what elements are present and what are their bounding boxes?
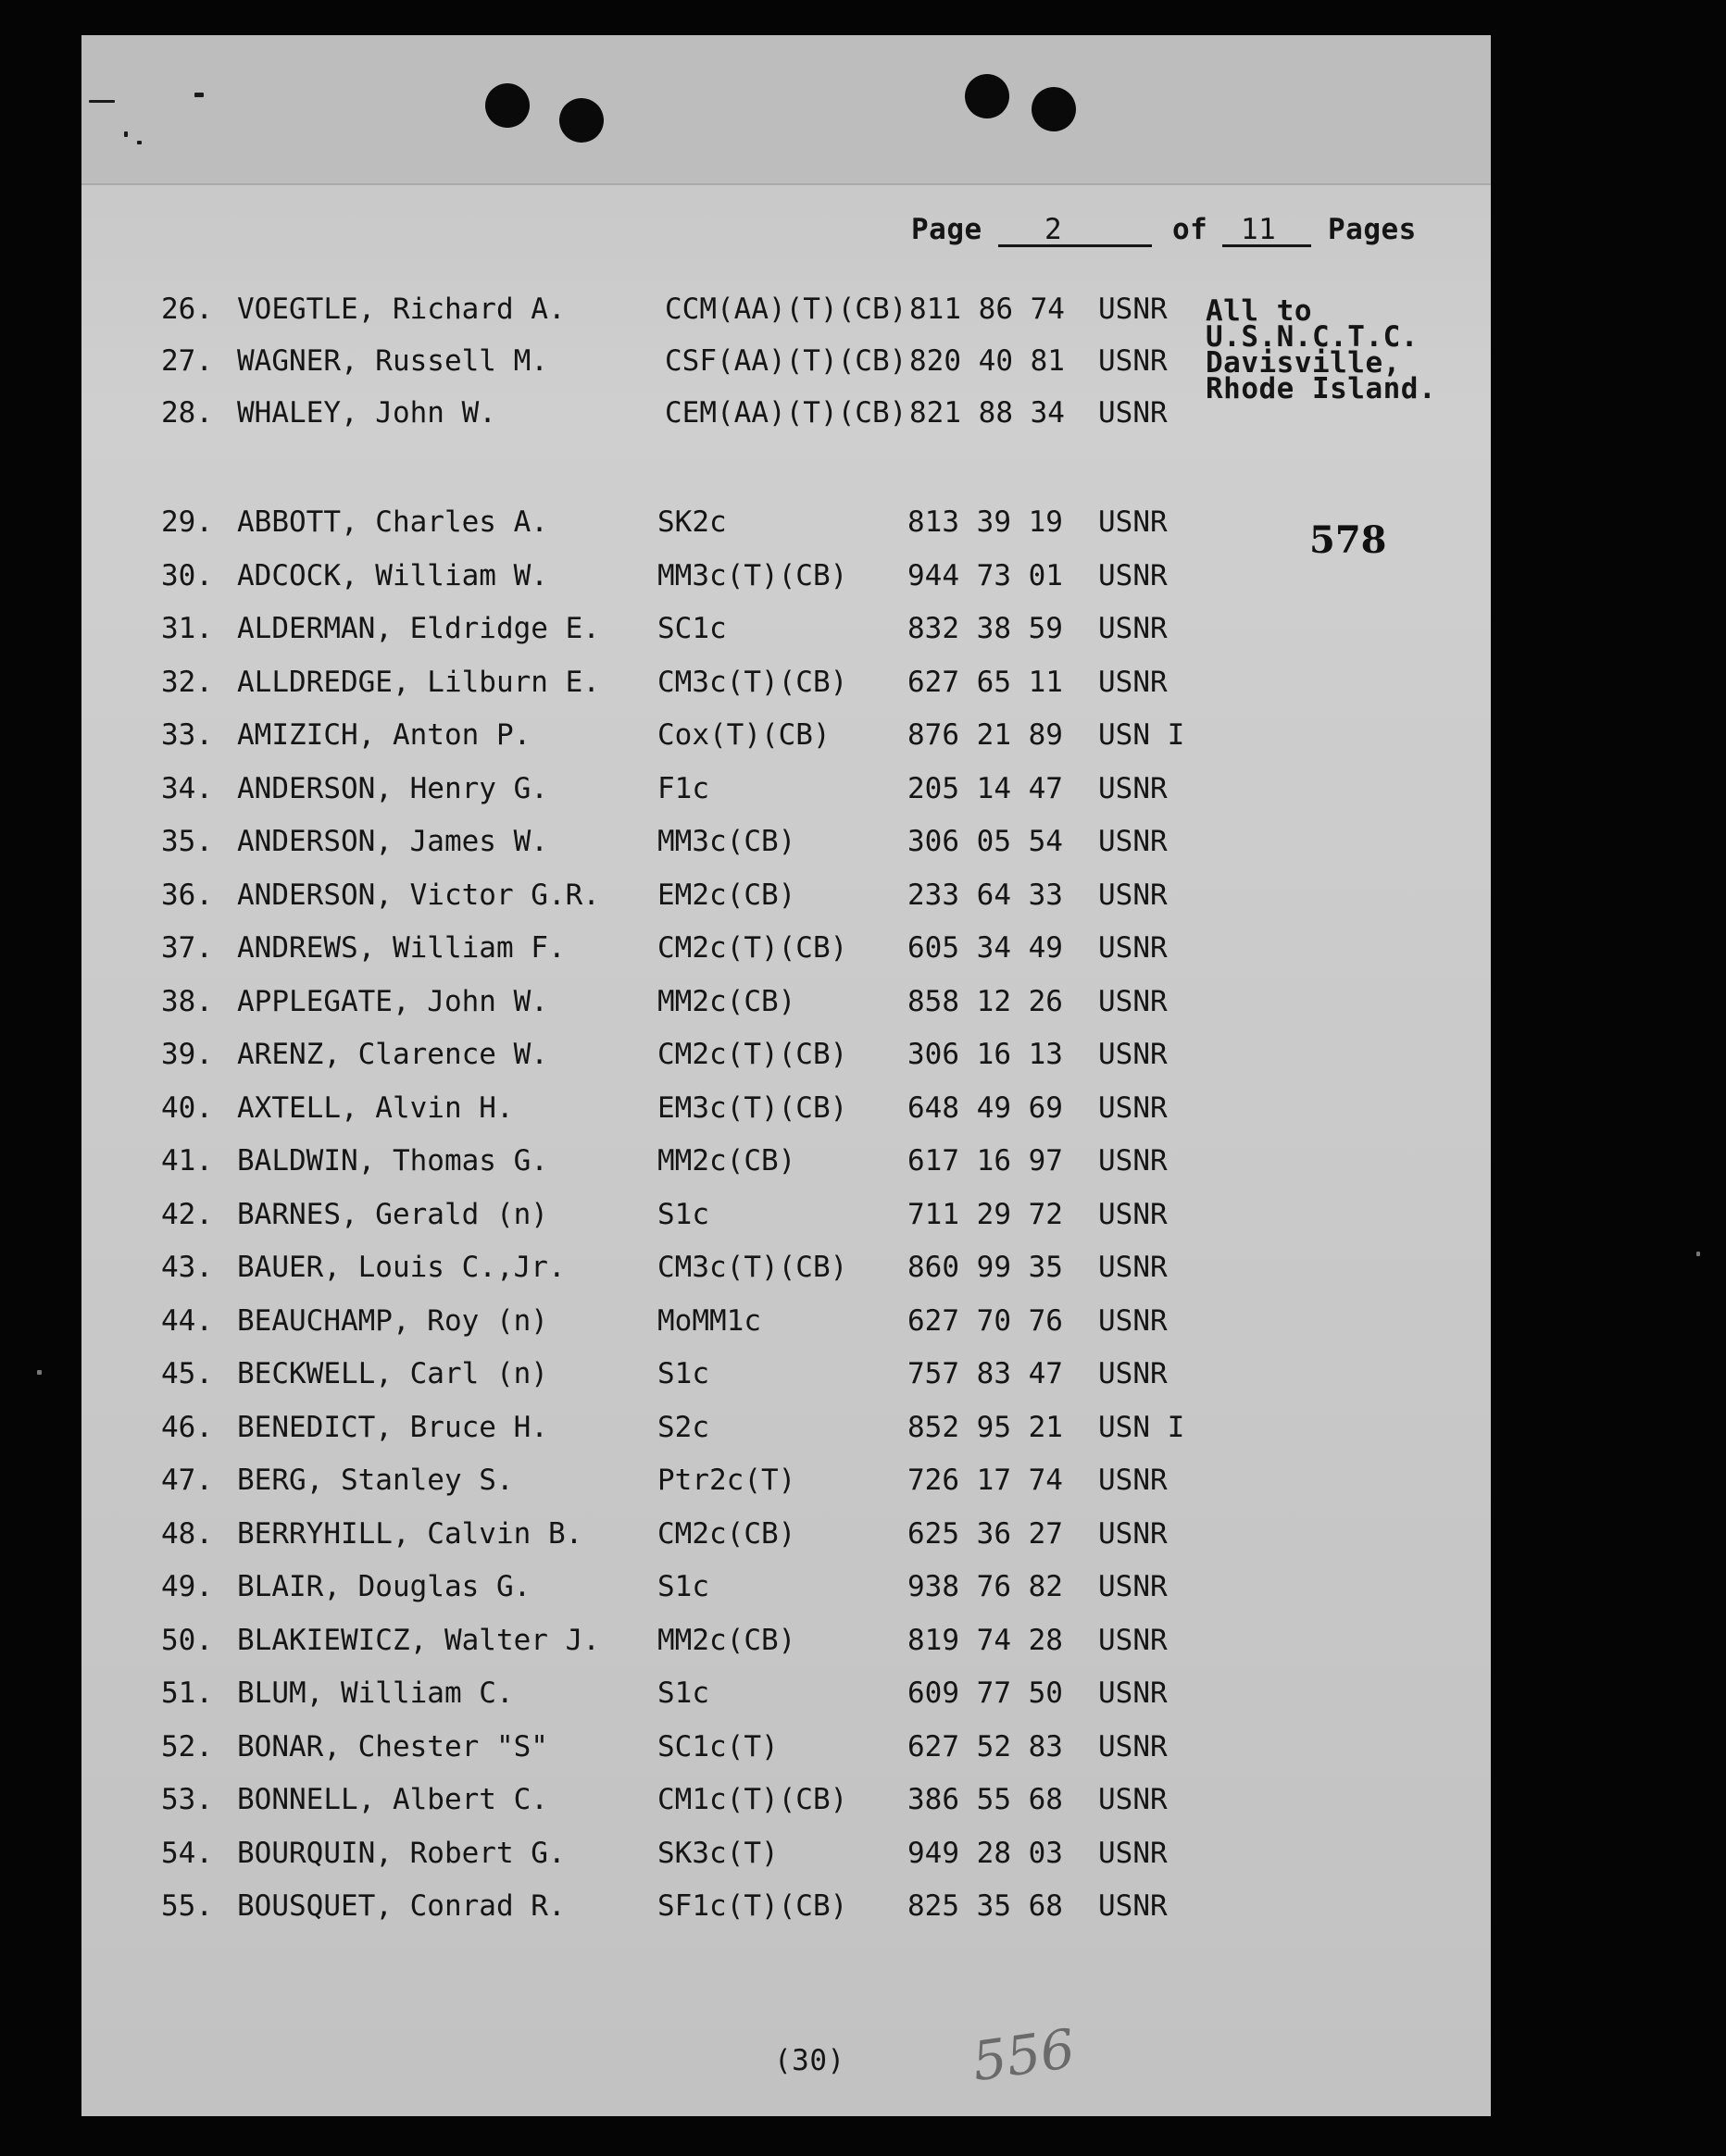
branch: USNR	[1098, 1303, 1168, 1338]
person-name: WAGNER, Russell M.	[237, 344, 548, 378]
service-number: 609 77 50	[907, 1676, 1063, 1710]
punch-hole	[559, 98, 604, 143]
branch: USNR	[1098, 505, 1168, 539]
branch: USNR	[1098, 1464, 1168, 1497]
note-line: Davisville,	[1206, 346, 1401, 380]
person-name: BLAIR, Douglas G.	[237, 1570, 532, 1603]
row-number: 32.	[161, 665, 213, 699]
row-number: 38.	[161, 984, 213, 1018]
rating: Ptr2c(T)	[657, 1464, 796, 1497]
branch: USNR	[1098, 558, 1168, 592]
person-name: BECKWELL, Carl (n)	[237, 1357, 548, 1390]
branch: USNR	[1098, 293, 1168, 326]
table-row	[81, 344, 1491, 381]
service-number: 938 76 82	[907, 1570, 1063, 1603]
punch-hole	[485, 83, 530, 128]
person-name: ANDREWS, William F.	[237, 931, 566, 965]
table-row	[81, 559, 1491, 596]
person-name: BERG, Stanley S.	[237, 1464, 514, 1497]
branch: USNR	[1098, 1516, 1168, 1551]
table-row	[81, 772, 1491, 809]
service-number: 813 39 19	[907, 505, 1063, 539]
paper-sheet	[81, 35, 1491, 2116]
rating: S1c	[657, 1197, 709, 1231]
person-name: ALLDREDGE, Lilburn E.	[237, 665, 600, 699]
table-row	[81, 1038, 1491, 1075]
person-name: AMIZICH, Anton P.	[237, 718, 532, 752]
service-number: 306 05 54	[907, 825, 1063, 858]
page-total: 11	[1241, 213, 1277, 246]
row-number: 46.	[161, 1410, 213, 1444]
table-row	[81, 1304, 1491, 1341]
branch: USNR	[1098, 1144, 1168, 1178]
row-number: 37.	[161, 931, 213, 965]
handwritten-annotation: 556	[968, 2016, 1079, 2094]
branch: USNR	[1098, 1836, 1168, 1870]
page-number: 2	[1044, 213, 1063, 246]
row-number: 42.	[161, 1197, 213, 1231]
person-name: ADCOCK, William W.	[237, 558, 548, 592]
of-label: of	[1172, 213, 1208, 246]
person-name: BOUSQUET, Conrad R.	[237, 1889, 566, 1923]
person-name: ALDERMAN, Eldridge E.	[237, 612, 600, 645]
branch: USNR	[1098, 1197, 1168, 1231]
rating: CSF(AA)(T)(CB)	[665, 344, 907, 378]
rating: EM3c(T)(CB)	[657, 1090, 848, 1125]
scan-speck	[89, 100, 115, 103]
table-row	[81, 1251, 1491, 1288]
table-row	[81, 293, 1491, 330]
branch: USNR	[1098, 1889, 1168, 1923]
rating: MM2c(CB)	[657, 1623, 796, 1657]
table-row	[81, 1464, 1491, 1501]
service-number: 306 16 13	[907, 1038, 1063, 1071]
page-marker: (30)	[774, 2044, 845, 2077]
rating: EM2c(CB)	[657, 878, 796, 912]
branch: USNR	[1098, 1357, 1168, 1390]
row-number: 47.	[161, 1464, 213, 1497]
rating: MM3c(CB)	[657, 825, 796, 858]
branch: USNR	[1098, 878, 1168, 912]
row-number: 55.	[161, 1889, 213, 1923]
service-number: 949 28 03	[907, 1836, 1063, 1870]
rating: CM3c(T)(CB)	[657, 1251, 848, 1284]
branch: USNR	[1098, 396, 1168, 430]
rating: S2c	[657, 1410, 709, 1444]
row-number: 50.	[161, 1623, 213, 1657]
person-name: BALDWIN, Thomas G.	[237, 1144, 548, 1178]
service-number: 627 52 83	[907, 1729, 1063, 1763]
table-row	[81, 1411, 1491, 1448]
person-name: AXTELL, Alvin H.	[237, 1090, 514, 1125]
scan-speck	[194, 93, 204, 97]
branch: USNR	[1098, 1729, 1168, 1763]
row-number: 39.	[161, 1038, 213, 1071]
row-number: 45.	[161, 1357, 213, 1390]
row-number: 51.	[161, 1676, 213, 1710]
scan-speck	[37, 1370, 42, 1375]
person-name: ARENZ, Clarence W.	[237, 1038, 548, 1071]
stamped-number: 578	[1309, 518, 1387, 562]
rating: CEM(AA)(T)(CB)	[665, 396, 907, 430]
rating: Cox(T)(CB)	[657, 718, 831, 752]
row-number: 27.	[161, 344, 213, 378]
table-row	[81, 1676, 1491, 1714]
person-name: VOEGTLE, Richard A.	[237, 293, 566, 326]
table-row	[81, 666, 1491, 703]
branch: USN I	[1098, 1410, 1185, 1444]
row-number: 28.	[161, 396, 213, 430]
rating: CCM(AA)(T)(CB)	[665, 293, 907, 326]
service-number: 648 49 69	[907, 1090, 1063, 1125]
table-row	[81, 1730, 1491, 1767]
person-name: ABBOTT, Charles A.	[237, 505, 548, 539]
service-number: 860 99 35	[907, 1251, 1063, 1284]
punch-hole	[965, 74, 1009, 118]
page-label: Page	[911, 213, 982, 246]
person-name: BARNES, Gerald (n)	[237, 1197, 548, 1231]
page-number-blank	[998, 213, 1152, 247]
branch: USNR	[1098, 344, 1168, 378]
row-number: 36.	[161, 878, 213, 912]
rating: MM2c(CB)	[657, 1144, 796, 1178]
row-number: 34.	[161, 771, 213, 805]
person-name: BLAKIEWICZ, Walter J.	[237, 1623, 600, 1657]
person-name: BAUER, Louis C.,Jr.	[237, 1251, 566, 1284]
table-row	[81, 718, 1491, 755]
rating: CM2c(CB)	[657, 1516, 796, 1551]
row-number: 30.	[161, 558, 213, 592]
service-number: 811 86 74	[909, 293, 1065, 326]
rating: S1c	[657, 1357, 709, 1390]
row-number: 54.	[161, 1836, 213, 1870]
rating: CM1c(T)(CB)	[657, 1783, 848, 1816]
service-number: 852 95 21	[907, 1410, 1063, 1444]
branch: USNR	[1098, 1676, 1168, 1710]
person-name: BEAUCHAMP, Roy (n)	[237, 1303, 548, 1338]
service-number: 825 35 68	[907, 1889, 1063, 1923]
rating: S1c	[657, 1570, 709, 1603]
row-number: 29.	[161, 505, 213, 539]
table-row	[81, 985, 1491, 1022]
row-number: 44.	[161, 1303, 213, 1338]
rating: SK2c	[657, 505, 727, 539]
rating: SC1c	[657, 612, 727, 645]
service-number: 726 17 74	[907, 1464, 1063, 1497]
service-number: 858 12 26	[907, 984, 1063, 1018]
table-row	[81, 1144, 1491, 1181]
top-binding-strip	[81, 35, 1491, 185]
service-number: 625 36 27	[907, 1516, 1063, 1551]
rating: S1c	[657, 1676, 709, 1710]
branch: USNR	[1098, 1570, 1168, 1603]
table-row	[81, 1198, 1491, 1235]
service-number: 233 64 33	[907, 878, 1063, 912]
branch: USNR	[1098, 984, 1168, 1018]
branch: USNR	[1098, 1623, 1168, 1657]
scan-speck	[137, 141, 142, 144]
row-number: 26.	[161, 293, 213, 326]
service-number: 617 16 97	[907, 1144, 1063, 1178]
rating: SC1c(T)	[657, 1729, 779, 1763]
service-number: 605 34 49	[907, 931, 1063, 965]
pages-label: Pages	[1328, 213, 1417, 246]
row-number: 33.	[161, 718, 213, 752]
rating: SK3c(T)	[657, 1836, 779, 1870]
rating: MoMM1c	[657, 1303, 761, 1338]
branch: USNR	[1098, 1783, 1168, 1816]
service-number: 819 74 28	[907, 1623, 1063, 1657]
scan-speck	[124, 131, 128, 137]
table-row	[81, 1357, 1491, 1394]
table-row	[81, 505, 1491, 542]
table-row	[81, 396, 1491, 433]
branch: USNR	[1098, 825, 1168, 858]
row-number: 41.	[161, 1144, 213, 1178]
punch-hole	[1032, 87, 1076, 131]
service-number: 711 29 72	[907, 1197, 1063, 1231]
table-row	[81, 612, 1491, 649]
rating: F1c	[657, 771, 709, 805]
rating: MM3c(T)(CB)	[657, 558, 848, 592]
service-number: 821 88 34	[909, 396, 1065, 430]
person-name: ANDERSON, Henry G.	[237, 771, 548, 805]
branch: USNR	[1098, 1090, 1168, 1125]
branch: USNR	[1098, 771, 1168, 805]
rating: MM2c(CB)	[657, 984, 796, 1018]
table-row	[81, 879, 1491, 916]
service-number: 627 65 11	[907, 665, 1063, 699]
row-number: 52.	[161, 1729, 213, 1763]
rating: CM2c(T)(CB)	[657, 1038, 848, 1071]
table-row	[81, 1783, 1491, 1820]
branch: USNR	[1098, 1251, 1168, 1284]
table-row	[81, 1091, 1491, 1128]
row-number: 49.	[161, 1570, 213, 1603]
table-row	[81, 1624, 1491, 1661]
service-number: 876 21 89	[907, 718, 1063, 752]
person-name: BOURQUIN, Robert G.	[237, 1836, 566, 1870]
rating: SF1c(T)(CB)	[657, 1889, 848, 1923]
person-name: BONNELL, Albert C.	[237, 1783, 548, 1816]
branch: USNR	[1098, 931, 1168, 965]
service-number: 832 38 59	[907, 612, 1063, 645]
person-name: WHALEY, John W.	[237, 396, 496, 430]
table-row	[81, 825, 1491, 862]
service-number: 820 40 81	[909, 344, 1065, 378]
service-number: 757 83 47	[907, 1357, 1063, 1390]
branch: USNR	[1098, 612, 1168, 645]
person-name: BERRYHILL, Calvin B.	[237, 1516, 583, 1551]
person-name: ANDERSON, Victor G.R.	[237, 878, 600, 912]
branch: USNR	[1098, 665, 1168, 699]
row-number: 40.	[161, 1090, 213, 1125]
person-name: ANDERSON, James W.	[237, 825, 548, 858]
branch: USNR	[1098, 1038, 1168, 1071]
rating: CM2c(T)(CB)	[657, 931, 848, 965]
note-line: Rhode Island.	[1206, 372, 1437, 405]
note-line: All to	[1206, 294, 1312, 328]
table-row	[81, 931, 1491, 968]
person-name: BLUM, William C.	[237, 1676, 514, 1710]
table-row	[81, 1837, 1491, 1874]
table-row	[81, 1570, 1491, 1607]
table-row	[81, 1517, 1491, 1554]
service-number: 944 73 01	[907, 558, 1063, 592]
scan-speck	[1696, 1252, 1700, 1256]
row-number: 35.	[161, 825, 213, 858]
branch: USN I	[1098, 718, 1185, 752]
person-name: APPLEGATE, John W.	[237, 984, 548, 1018]
service-number: 627 70 76	[907, 1303, 1063, 1338]
note-line: U.S.N.C.T.C.	[1206, 320, 1419, 354]
row-number: 31.	[161, 612, 213, 645]
table-row	[81, 1889, 1491, 1926]
row-number: 53.	[161, 1783, 213, 1816]
person-name: BONAR, Chester "S"	[237, 1729, 548, 1763]
service-number: 205 14 47	[907, 771, 1063, 805]
row-number: 43.	[161, 1251, 213, 1284]
person-name: BENEDICT, Bruce H.	[237, 1410, 548, 1444]
row-number: 48.	[161, 1516, 213, 1551]
rating: CM3c(T)(CB)	[657, 665, 848, 699]
service-number: 386 55 68	[907, 1783, 1063, 1816]
